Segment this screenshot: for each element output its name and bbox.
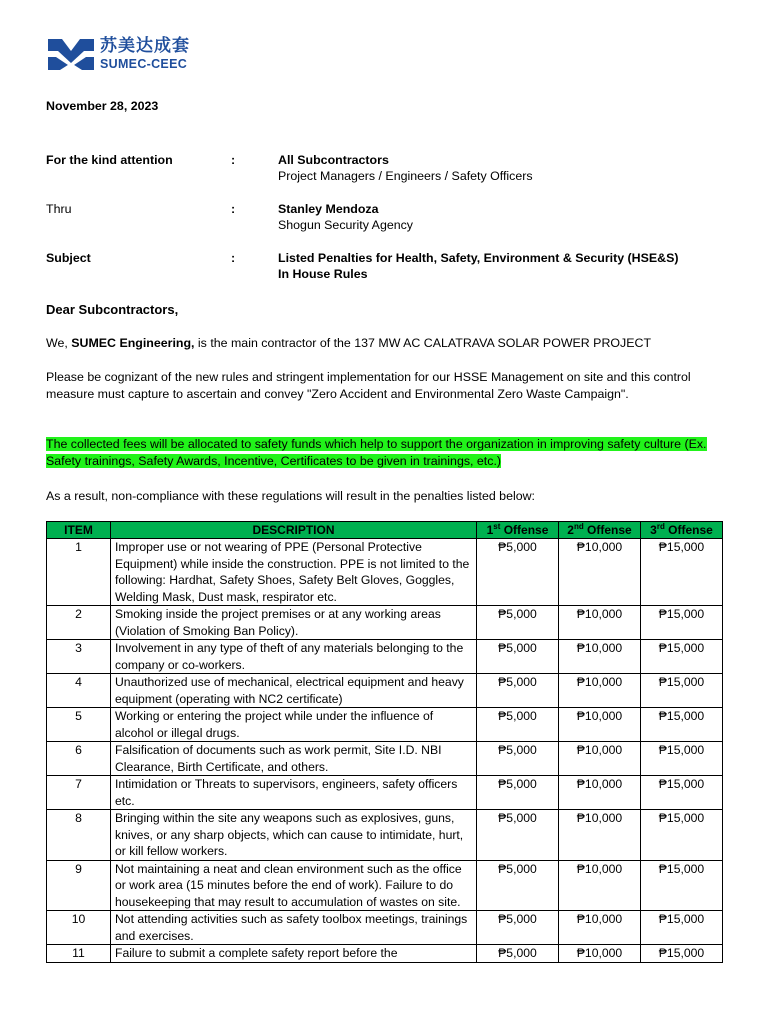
second-offense-fine: ₱10,000 (559, 640, 641, 674)
table-row (47, 776, 723, 810)
third-offense-fine: ₱15,000 (641, 539, 723, 606)
fees-highlighted-text: The collected fees will be allocated to safety funds which help to support the organization in improving safety culture (Ex. Safety trainings, Safety Awards, Incentive, Certificates to be given in trainings, etc.) (46, 437, 707, 468)
first-offense-fine: ₱5,000 (477, 776, 559, 810)
table-row (47, 810, 723, 861)
second-offense-fine: ₱10,000 (559, 674, 641, 708)
attention-label: For the kind attention (46, 153, 173, 167)
header-item: ITEM (47, 522, 111, 539)
table-row (47, 539, 723, 606)
first-offense-fine: ₱5,000 (477, 539, 559, 606)
second-offense-fine: ₱10,000 (559, 945, 641, 963)
item-number: 2 (47, 606, 111, 640)
intro-prefix: We, (46, 336, 72, 350)
subject-value-line1: Listed Penalties for Health, Safety, Environment & Security (HSE&S) (278, 251, 679, 265)
item-description: Unauthorized use of mechanical, electrical equipment and heavy equipment (operating with NC2 certificate) (111, 674, 477, 708)
table-row (47, 911, 723, 945)
penalties-table (46, 521, 723, 963)
third-offense-fine: ₱15,000 (641, 708, 723, 742)
table-row (47, 860, 723, 911)
thru-value-name: Stanley Mendoza (278, 202, 379, 216)
table-row (47, 674, 723, 708)
second-offense-fine: ₱10,000 (559, 776, 641, 810)
third-offense-fine: ₱15,000 (641, 640, 723, 674)
subject-colon: : (231, 251, 236, 265)
first-offense-fine: ₱5,000 (477, 708, 559, 742)
item-number: 1 (47, 539, 111, 606)
item-number: 5 (47, 708, 111, 742)
item-description: Involvement in any type of theft of any materials belonging to the company or co-workers. (111, 640, 477, 674)
cognizant-paragraph: Please be cognizant of the new rules and stringent implementation for our HSSE Management on site and this control measure must capture to ascertain and convey "Zero Accident and Environmental Zero Waste Campaign". (46, 370, 691, 401)
third-offense-fine: ₱15,000 (641, 674, 723, 708)
item-description: Working or entering the project while under the influence of alcohol or illegal drugs. (111, 708, 477, 742)
company-logo (46, 37, 190, 71)
third-offense-fine: ₱15,000 (641, 606, 723, 640)
first-offense-fine: ₱5,000 (477, 810, 559, 861)
item-description: Intimidation or Threats to supervisors, engineers, safety officers etc. (111, 776, 477, 810)
item-description: Bringing within the site any weapons such as explosives, guns, knives, or any sharp objects, which can cause to intimidate, hurt, or kill fellow workers. (111, 810, 477, 861)
third-offense-fine: ₱15,000 (641, 911, 723, 945)
table-row (47, 606, 723, 640)
header-second-offense: 2nd Offense (559, 522, 641, 539)
third-offense-fine: ₱15,000 (641, 945, 723, 963)
item-description: Failure to submit a complete safety report before the (111, 945, 477, 963)
logo-chinese-text: 苏美达成套 (100, 35, 190, 56)
item-number: 9 (47, 860, 111, 911)
item-description: Not attending activities such as safety toolbox meetings, trainings and exercises. (111, 911, 477, 945)
salutation: Dear Subcontractors, (46, 302, 179, 317)
header-third-offense: 3rd Offense (641, 522, 723, 539)
third-offense-fine: ₱15,000 (641, 776, 723, 810)
intro-suffix: is the main contractor of the 137 MW AC CALATRAVA SOLAR POWER PROJECT (194, 336, 652, 350)
item-number: 11 (47, 945, 111, 963)
item-description: Falsification of documents such as work permit, Site I.D. NBI Clearance, Birth Certificate, and others. (111, 742, 477, 776)
fees-paragraph (46, 436, 726, 469)
second-offense-fine: ₱10,000 (559, 708, 641, 742)
table-row (47, 742, 723, 776)
item-description: Improper use or not wearing of PPE (Personal Protective Equipment) while inside the construction. PPE is not limited to the following: Hardhat, Safety Shoes, Safety Belt Gloves, Goggles, Welding Mask, Dust mask, respirator etc. (111, 539, 477, 606)
thru-value-agency: Shogun Security Agency (278, 218, 414, 232)
second-offense-fine: ₱10,000 (559, 860, 641, 911)
attention-value-secondary: Project Managers / Engineers / Safety Officers (278, 169, 533, 183)
second-offense-fine: ₱10,000 (559, 911, 641, 945)
first-offense-fine: ₱5,000 (477, 640, 559, 674)
first-offense-fine: ₱5,000 (477, 606, 559, 640)
logo-english-text: SUMEC-CEEC (100, 56, 188, 71)
third-offense-fine: ₱15,000 (641, 860, 723, 911)
item-number: 4 (47, 674, 111, 708)
header-description: DESCRIPTION (111, 522, 477, 539)
first-offense-fine: ₱5,000 (477, 860, 559, 911)
second-offense-fine: ₱10,000 (559, 810, 641, 861)
item-description: Not maintaining a neat and clean environment such as the office or work area (15 minutes before the end of work). Failure to do housekeeping that may result to accumulation of wastes on site. (111, 860, 477, 911)
item-number: 7 (47, 776, 111, 810)
second-offense-fine: ₱10,000 (559, 742, 641, 776)
intro-paragraph (46, 335, 726, 352)
item-description: Smoking inside the project premises or at any working areas (Violation of Smoking Ban Policy). (111, 606, 477, 640)
item-number: 8 (47, 810, 111, 861)
first-offense-fine: ₱5,000 (477, 674, 559, 708)
first-offense-fine: ₱5,000 (477, 742, 559, 776)
sumec-logo-icon (46, 37, 96, 71)
second-offense-fine: ₱10,000 (559, 539, 641, 606)
item-number: 10 (47, 911, 111, 945)
first-offense-fine: ₱5,000 (477, 911, 559, 945)
table-row (47, 945, 723, 963)
first-offense-fine: ₱5,000 (477, 945, 559, 963)
table-row (47, 640, 723, 674)
third-offense-fine: ₱15,000 (641, 810, 723, 861)
attention-value-primary: All Subcontractors (278, 153, 389, 167)
table-row (47, 708, 723, 742)
third-offense-fine: ₱15,000 (641, 742, 723, 776)
contractor-name: SUMEC Engineering, (71, 336, 195, 350)
item-number: 3 (47, 640, 111, 674)
item-number: 6 (47, 742, 111, 776)
thru-label: Thru (46, 202, 72, 216)
table-header-row (47, 522, 723, 539)
header-first-offense: 1st Offense (477, 522, 559, 539)
letter-date: November 28, 2023 (46, 99, 159, 113)
second-offense-fine: ₱10,000 (559, 606, 641, 640)
subject-label: Subject (46, 251, 91, 265)
attention-colon: : (231, 153, 236, 167)
subject-value-line2: In House Rules (278, 267, 368, 281)
penalties-intro: As a result, non-compliance with these regulations will result in the penalties listed below: (46, 489, 535, 503)
thru-colon: : (231, 202, 236, 216)
